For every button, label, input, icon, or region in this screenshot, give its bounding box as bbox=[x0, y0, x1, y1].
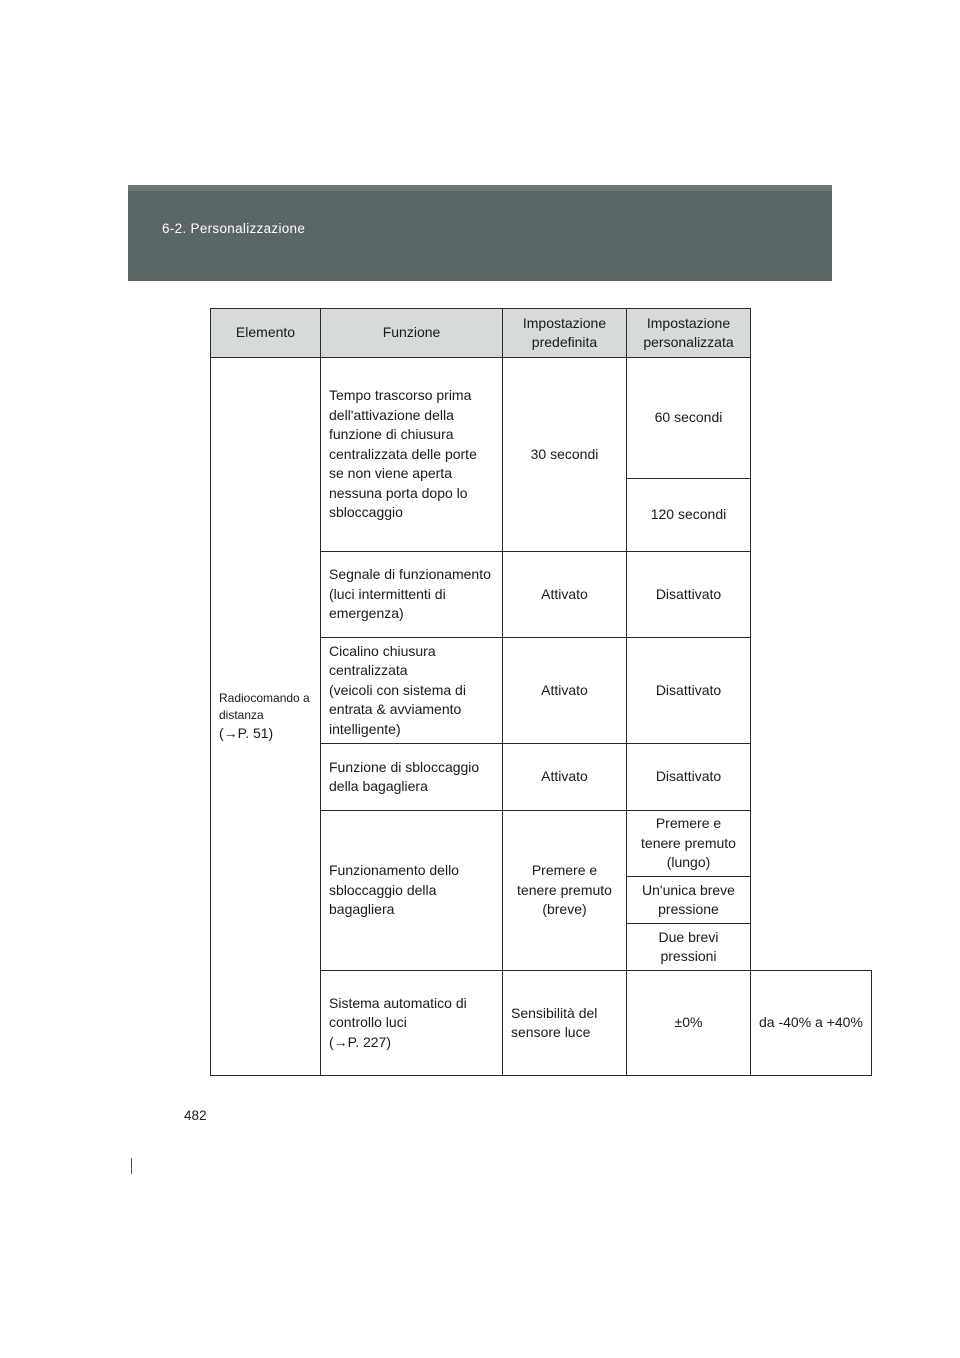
customization-table bbox=[210, 308, 872, 1076]
page-reference: (→P. 51) bbox=[219, 724, 274, 741]
column-header: Impostazione personalizzata bbox=[627, 309, 751, 358]
section-title: 6-2. Personalizzazione bbox=[162, 221, 306, 236]
default-cell: Attivato bbox=[503, 744, 627, 811]
table-header-row bbox=[211, 309, 872, 358]
default-cell: Attivato bbox=[503, 638, 627, 744]
custom-cell: Premere e tenere premuto (lungo) bbox=[627, 811, 751, 877]
custom-cell: Disattivato bbox=[627, 552, 751, 638]
section-header-band bbox=[128, 185, 832, 281]
custom-cell: Disattivato bbox=[627, 638, 751, 744]
function-cell: Sensibilità del sensore luce bbox=[503, 971, 627, 1076]
column-header: Elemento bbox=[211, 309, 321, 358]
element-name: Sistema automatico di controllo luci bbox=[329, 994, 467, 1031]
function-cell: Tempo trascorso prima dell'attivazione della funzione di chiusura centralizzata delle porte se non viene aperta nessuna porta dopo lo sbloccaggio bbox=[321, 358, 503, 552]
function-cell: Funzione di sbloccaggio della bagagliera bbox=[321, 744, 503, 811]
page-reference: (→P. 227) bbox=[329, 1033, 391, 1050]
function-cell: Funzionamento dello sbloccaggio della bagagliera bbox=[321, 811, 503, 971]
element-cell bbox=[211, 358, 321, 1076]
page-number: 482 bbox=[184, 1108, 207, 1123]
default-cell: Attivato bbox=[503, 552, 627, 638]
element-cell bbox=[321, 971, 503, 1076]
custom-cell: Un'unica breve pressione bbox=[627, 877, 751, 924]
header-top-line bbox=[128, 185, 832, 191]
custom-cell: da -40% a +40% bbox=[751, 971, 872, 1076]
custom-cell: Due brevi pressioni bbox=[627, 924, 751, 971]
element-name: Radiocomando a distanza bbox=[219, 690, 310, 722]
custom-cell: 60 secondi bbox=[627, 358, 751, 479]
function-cell: Cicalino chiusura centralizzata (veicoli con sistema di entrata & avviamento intelligente) bbox=[321, 638, 503, 744]
column-header: Funzione bbox=[321, 309, 503, 358]
column-header: Impostazione predefinita bbox=[503, 309, 627, 358]
default-cell: 30 secondi bbox=[503, 358, 627, 552]
table-row bbox=[211, 358, 872, 479]
default-cell: ±0% bbox=[627, 971, 751, 1076]
function-cell: Segnale di funzionamento (luci intermittenti di emergenza) bbox=[321, 552, 503, 638]
default-cell: Premere e tenere premuto (breve) bbox=[503, 811, 627, 971]
custom-cell: Disattivato bbox=[627, 744, 751, 811]
crop-mark bbox=[131, 1158, 132, 1174]
custom-cell: 120 secondi bbox=[627, 479, 751, 552]
